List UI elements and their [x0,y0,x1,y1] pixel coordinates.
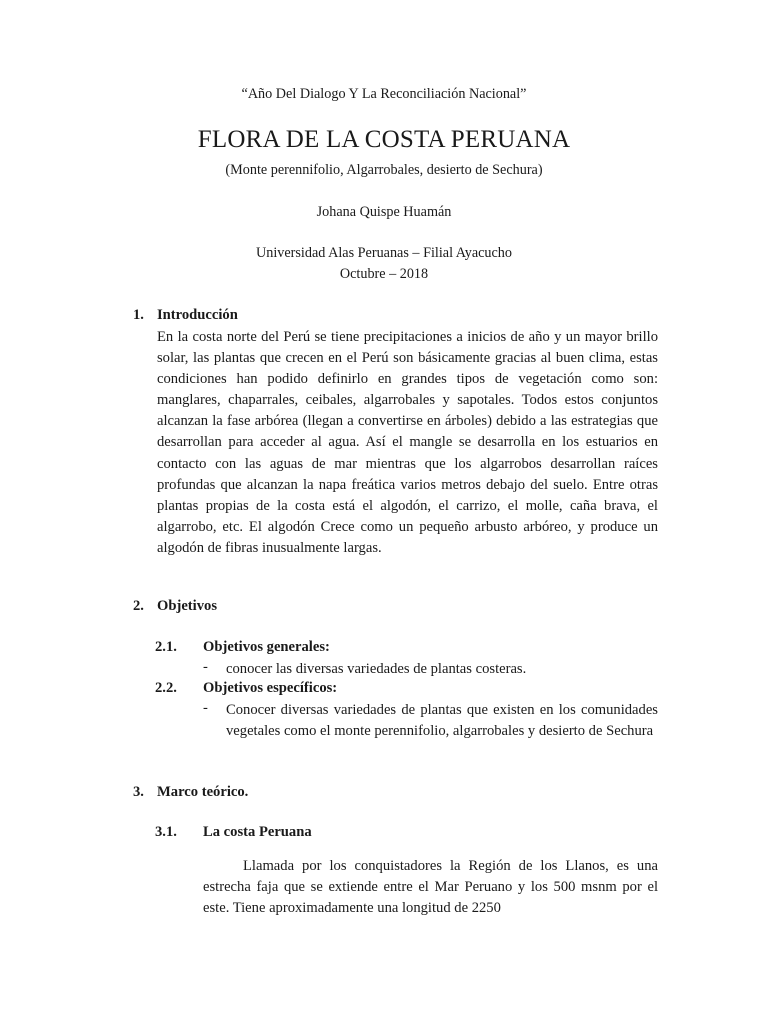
section-heading-framework: Marco teórico. [157,784,249,800]
section-heading-objectives: Objetivos [157,598,217,614]
section-number-objectives: 2. [133,598,144,614]
general-objective-item: conocer las diversas variedades de plantas costeras. [226,661,527,677]
subsection-heading-specific: Objetivos específicos: [203,680,338,696]
subsection-number-coast: 3.1. [155,824,177,840]
document-subtitle: (Monte perennifolio, Algarrobales, desierto de Sechura) [225,162,543,178]
subsection-heading-general: Objetivos generales: [203,639,330,655]
subsection-number-general: 2.1. [155,639,177,655]
coast-paragraph: Llamada por los conquistadores la Región de los Llanos, es una estrecha faja que se extiende entre el Mar Peruano y los 500 msnm por el este. Tiene aproximadamente una longitud de 2250 [203,858,658,917]
bullet-dash: - [203,659,208,675]
document-title: FLORA DE LA COSTA PERUANA [197,126,571,153]
intro-paragraph: En la costa norte del Perú se tiene precipitaciones a inicios de año y un mayor brillo solar, las plantas que crecen en el Perú son básicamente gracias al buen clima, estas condiciones han podido definirlo en grandes tipos de vegetación como son: manglares, chaparrales, ceibales, algarrobales y sapotales. Todos estos conjuntos alcanzan la fase arbórea (llegan a convertirse en árboles) debido a las estrategias que desarrollan para acceder al agua. Así el mangle se desarrolla en los estuarios en contacto con las aguas de mar mientras que los algarrobos desarrollan raíces profundas que alcanzan la napa freática varios metros debajo del suelo. Entre otras plantas propias de la costa está el algodón, el carrizo, el molle, caña brava, el algarrobo, etc. El algodón Crece como un pequeño arbusto arbóreo, y produce un algodón de fibras inusualmente largas. [157,329,658,556]
specific-objective-item: Conocer diversas variedades de plantas que existen en los comunidades vegetales como el monte perennifolio, algarrobales y desierto de Sechura [226,702,658,740]
author-name: Johana Quispe Huamán [316,204,452,220]
section-number-intro: 1. [133,307,144,323]
bullet-dash: - [203,700,208,716]
section-number-framework: 3. [133,784,144,800]
subsection-number-specific: 2.2. [155,680,177,696]
university: Universidad Alas Peruanas – Filial Ayacucho [256,245,512,261]
section-heading-intro: Introducción [157,307,238,323]
document-date: Octubre – 2018 [339,266,429,282]
motto: “Año Del Dialogo Y La Reconciliación Nacional” [241,86,527,102]
subsection-heading-coast: La costa Peruana [203,824,312,840]
